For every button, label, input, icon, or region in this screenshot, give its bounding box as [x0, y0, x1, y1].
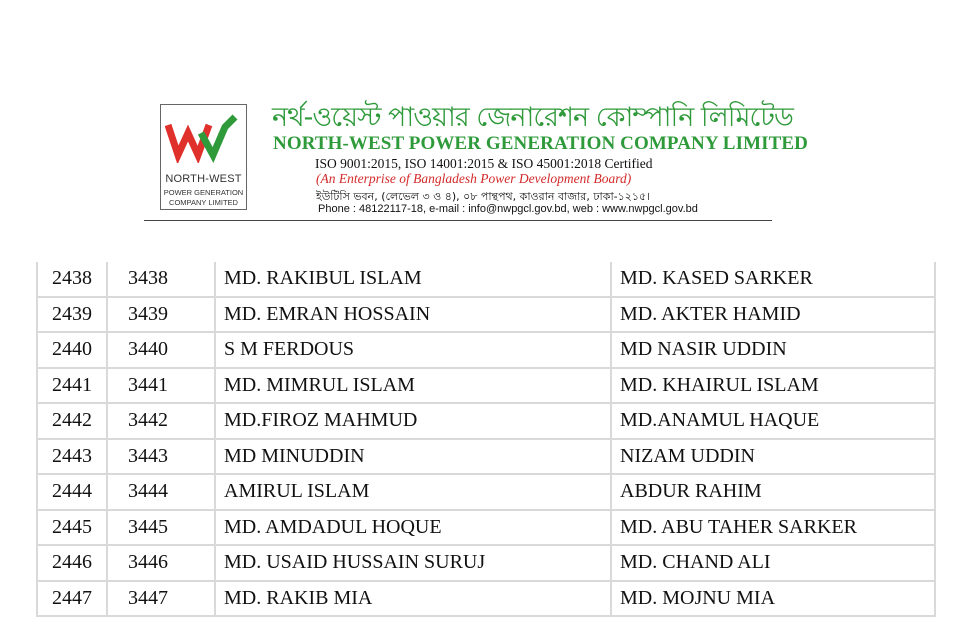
roll-cell: 3443 — [108, 440, 216, 476]
name-cell: MD. AMDADUL HOQUE — [216, 511, 612, 547]
serial-cell: 2439 — [36, 298, 108, 334]
table-row — [36, 404, 936, 440]
name-cell: MD. EMRAN HOSSAIN — [216, 298, 612, 334]
table-row — [36, 369, 936, 405]
roll-cell: 3439 — [108, 298, 216, 334]
roll-cell: 3447 — [108, 582, 216, 618]
name-cell: MD.FIROZ MAHMUD — [216, 404, 612, 440]
contact-info: Phone : 48122117-18, e-mail : info@nwpgcl.gov.bd, web : www.nwpgcl.gov.bd — [318, 203, 698, 215]
iso-certification: ISO 9001:2015, ISO 14001:2015 & ISO 45001:2018 Certified — [315, 156, 653, 171]
name-cell: AMIRUL ISLAM — [216, 475, 612, 511]
serial-cell: 2443 — [36, 440, 108, 476]
father-name-cell: MD. MOJNU MIA — [612, 582, 936, 618]
roll-cell: 3444 — [108, 475, 216, 511]
serial-cell: 2446 — [36, 546, 108, 582]
father-name-cell: MD. AKTER HAMID — [612, 298, 936, 334]
table-row — [36, 546, 936, 582]
father-name-cell: MD. ABU TAHER SARKER — [612, 511, 936, 547]
father-name-cell: ABDUR RAHIM — [612, 475, 936, 511]
company-logo — [160, 104, 247, 210]
serial-cell: 2445 — [36, 511, 108, 547]
table-row — [36, 440, 936, 476]
table-row — [36, 511, 936, 547]
candidate-table — [36, 262, 936, 617]
serial-cell: 2447 — [36, 582, 108, 618]
logo-text-line-3: COMPANY LIMITED — [169, 198, 238, 207]
office-address: ইউটিসি ভবন, (লেভেল ৩ ও ৪), ০৮ পান্থপথ, কাওরান বাজার, ঢাকা-১২১৫। — [316, 190, 651, 203]
father-name-cell: NIZAM UDDIN — [612, 440, 936, 476]
father-name-cell: MD. CHAND ALI — [612, 546, 936, 582]
table-row — [36, 262, 936, 298]
logo-text-line-1: NORTH-WEST — [165, 173, 242, 185]
name-cell: MD. RAKIBUL ISLAM — [216, 262, 612, 298]
candidate-list — [36, 262, 936, 617]
father-name-cell: MD. KHAIRUL ISLAM — [612, 369, 936, 405]
roll-cell: 3441 — [108, 369, 216, 405]
serial-cell: 2440 — [36, 333, 108, 369]
serial-cell: 2444 — [36, 475, 108, 511]
roll-cell: 3446 — [108, 546, 216, 582]
logo-text-line-2: POWER GENERATION — [163, 188, 244, 197]
roll-cell: 3442 — [108, 404, 216, 440]
roll-cell: 3438 — [108, 262, 216, 298]
father-name-cell: MD. KASED SARKER — [612, 262, 936, 298]
table-row — [36, 475, 936, 511]
nwpgcl-logo-mark-icon — [165, 113, 243, 163]
letterhead — [0, 0, 973, 230]
serial-cell: 2441 — [36, 369, 108, 405]
name-cell: MD. USAID HUSSAIN SURUJ — [216, 546, 612, 582]
name-cell: MD. RAKIB MIA — [216, 582, 612, 618]
serial-cell: 2442 — [36, 404, 108, 440]
table-body — [36, 262, 936, 617]
table-row — [36, 333, 936, 369]
serial-cell: 2438 — [36, 262, 108, 298]
name-cell: MD MINUDDIN — [216, 440, 612, 476]
roll-cell: 3440 — [108, 333, 216, 369]
table-row — [36, 298, 936, 334]
enterprise-line: (An Enterprise of Bangladesh Power Development Board) — [316, 171, 632, 186]
roll-cell: 3445 — [108, 511, 216, 547]
header-divider — [144, 220, 772, 221]
name-cell: S M FERDOUS — [216, 333, 612, 369]
company-name-bangla: নর্থ-ওয়েস্ট পাওয়ার জেনারেশন কোম্পানি লিমিটেড — [272, 102, 793, 133]
company-name-english: NORTH-WEST POWER GENERATION COMPANY LIMITED — [273, 133, 808, 154]
name-cell: MD. MIMRUL ISLAM — [216, 369, 612, 405]
table-row — [36, 582, 936, 618]
father-name-cell: MD NASIR UDDIN — [612, 333, 936, 369]
father-name-cell: MD.ANAMUL HAQUE — [612, 404, 936, 440]
